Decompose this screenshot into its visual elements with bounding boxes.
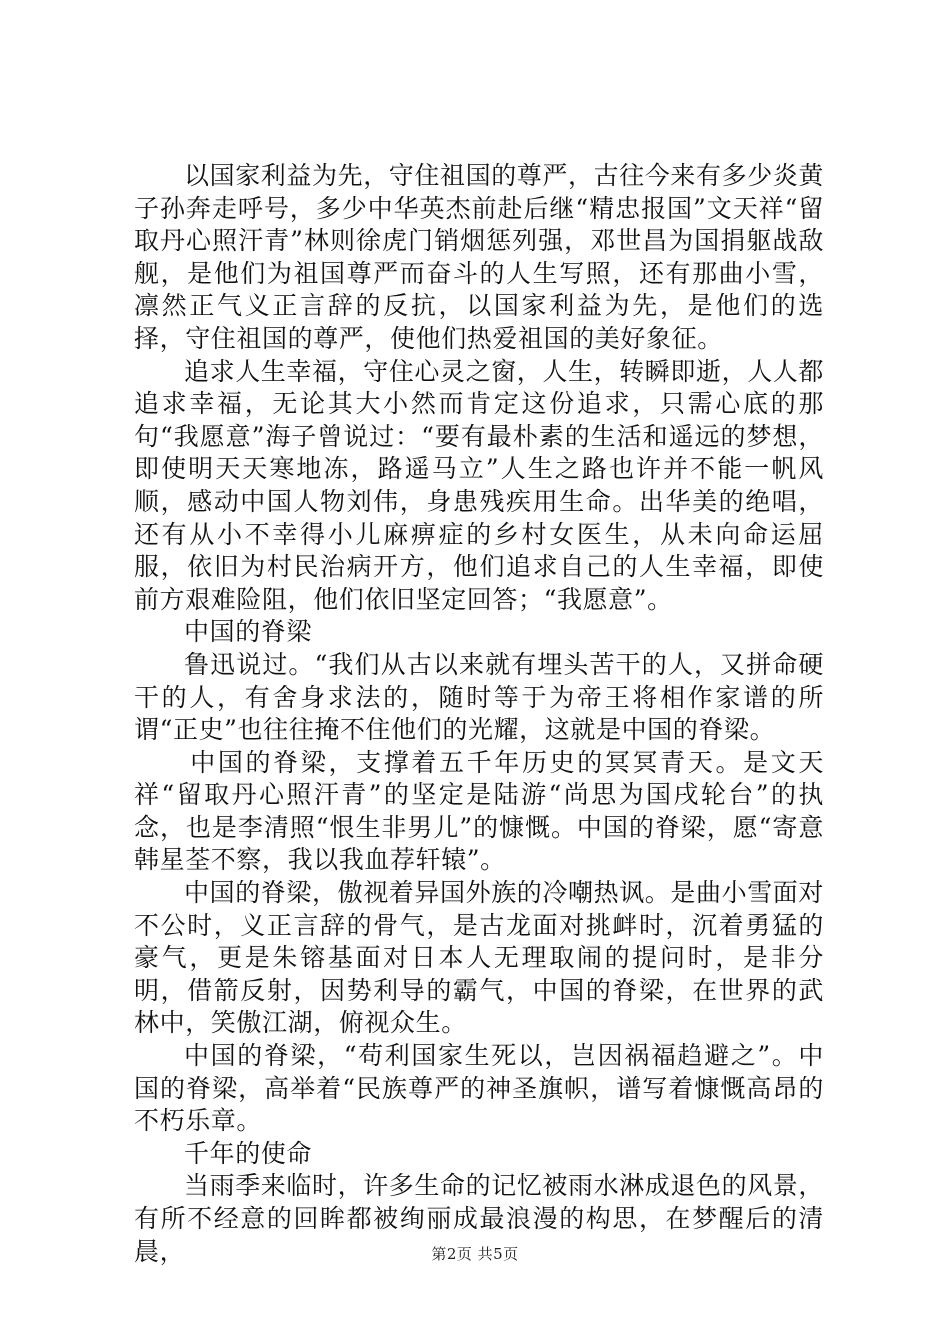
paragraph-national-dignity: 以国家利益为先，守住祖国的尊严，古往今来有多少炎黄子孙奔走呼号，多少中华英杰前赴后继“精忠报国”文天祥“留取丹心照汗青”林则徐虎门销烟惩列强，邓世昌为国捐躯战敌舰，是他们为祖国尊严而奋斗的人生写照，还有那曲小雪，凛然正气义正言辞的反抗，以国家利益为先，是他们的选择，守住祖国的尊严，使他们热爱祖国的美好象征。	[134, 161, 825, 353]
paragraph-backbone-pride: 中国的脊梁，傲视着异国外族的冷嘲热讽。是曲小雪面对不公时，义正言辞的骨气，是古龙面对挑衅时，沉着勇猛的豪气，更是朱镕基面对日本人无理取闹的提问时，是非分明，借箭反射，因势利导的霸气，中国的脊梁，在世界的武林中，笑傲江湖，俯视众生。	[134, 878, 825, 1038]
paragraph-backbone-banner: 中国的脊梁，“苟利国家生死以，岂因祸福趋避之”。中国的脊梁，高举着“民族尊严的神圣旗帜，谱写着慷慨高昂的不朽乐章。	[134, 1041, 824, 1136]
document-body	[134, 160, 824, 1268]
paragraph-backbone-history: 中国的脊梁，支撑着五千年历史的冥冥青天。是文天祥“留取丹心照汗青”的坚定是陆游“尚思为国戌轮台”的执念，也是李清照“恨生非男儿”的慷慨。中国的脊梁，愿“寄意韩星荃不察，我以我血荐轩辕”。	[134, 747, 824, 875]
page-number-footer: 第2页 共5页	[431, 1245, 519, 1263]
paragraph-rainy-season: 当雨季来临时，许多生命的记忆被雨水淋成退色的风景，有所不经意的回眸都被绚丽成最浪漫的构思，在梦醒后的清晨，	[134, 1171, 825, 1266]
paragraph-luxun-quote: 鲁迅说过。“我们从古以来就有埋头苦干的人，又拼命硬干的人，有舍身求法的，随时等于为帝王将相作家谱的所谓“正史”也往往掩不住他们的光耀，这就是中国的脊梁。	[134, 649, 824, 745]
paragraph-pursuit-of-happiness: 追求人生幸福，守住心灵之窗，人生，转瞬即逝，人人都追求幸福，无论其大小然而肯定这份追求，只需心底的那句“我愿意”海子曾说过：“要有最朴素的生活和遥远的梦想，即使明天天寒地冻，路遥马立”人生之路也许并不能一帆风顺，感动中国人物刘伟，身患残疾用生命。出华美的绝唱，还有从小不幸得小儿麻痹症的乡村女医生，从未向命运屈服，依旧为村民治病开方，他们追求自己的人生幸福，即使前方艰难险阻，他们依旧坚定回答；“我愿意”。	[134, 356, 825, 614]
section-heading-backbone: 中国的脊梁	[184, 617, 313, 647]
section-heading-mission: 千年的使命	[184, 1138, 313, 1168]
